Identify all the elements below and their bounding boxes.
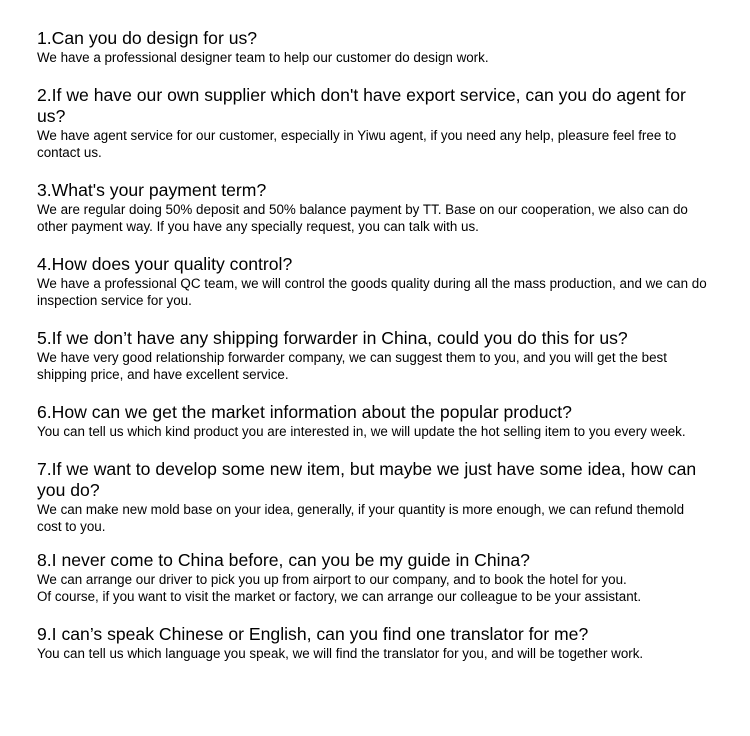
faq-answer: We can make new mold base on your idea, generally, if your quantity is more enough, we can refund themold cost to you. — [37, 502, 685, 534]
faq-answer: You can tell us which kind product you are interested in, we will update the hot selling item to you every week. — [37, 424, 686, 439]
faq-item-7 — [37, 459, 709, 535]
faq-item-6 — [37, 402, 709, 440]
faq-item-8 — [37, 550, 709, 605]
faq-item-2 — [37, 85, 709, 161]
faq-question: 7.If we want to develop some new item, but maybe we just have some idea, how can you do? — [37, 459, 697, 500]
faq-item-3 — [37, 180, 709, 235]
faq-list — [37, 28, 709, 681]
faq-question: 6.How can we get the market information about the popular product? — [37, 402, 572, 422]
faq-item-5 — [37, 328, 709, 383]
faq-answer: We are regular doing 50% deposit and 50% balance payment by TT. Base on our cooperation, we also can do other payment way. If you have any specially request, you can talk with us. — [37, 202, 688, 234]
faq-question: 9.I can’s speak Chinese or English, can you find one translator for me? — [37, 624, 589, 644]
faq-answer: We can arrange our driver to pick you up from airport to our company, and to book the hotel for you. Of course, if you want to visit the market or factory, we can arrange our colleague to be your assistant. — [37, 572, 642, 604]
faq-question: 5.If we don’t have any shipping forwarder in China, could you do this for us? — [37, 328, 628, 348]
faq-question: 3.What's your payment term? — [37, 180, 267, 200]
faq-question: 4.How does your quality control? — [37, 254, 293, 274]
faq-answer: We have a professional designer team to help our customer do design work. — [37, 50, 489, 65]
faq-item-1 — [37, 28, 709, 66]
faq-item-9 — [37, 624, 709, 662]
faq-answer: You can tell us which language you speak, we will find the translator for you, and will be together work. — [37, 646, 644, 661]
faq-answer: We have agent service for our customer, especially in Yiwu agent, if you need any help, pleasure feel free to contact us. — [37, 128, 677, 160]
faq-question: 8.I never come to China before, can you be my guide in China? — [37, 550, 530, 570]
faq-question: 2.If we have our own supplier which don't have export service, can you do agent for us? — [37, 85, 686, 126]
faq-answer: We have a professional QC team, we will control the goods quality during all the mass production, and we can do inspection service for you. — [37, 276, 707, 308]
faq-answer: We have very good relationship forwarder company, we can suggest them to you, and you will get the best shipping price, and have excellent service. — [37, 350, 667, 382]
faq-question: 1.Can you do design for us? — [37, 28, 258, 48]
faq-item-4 — [37, 254, 709, 309]
